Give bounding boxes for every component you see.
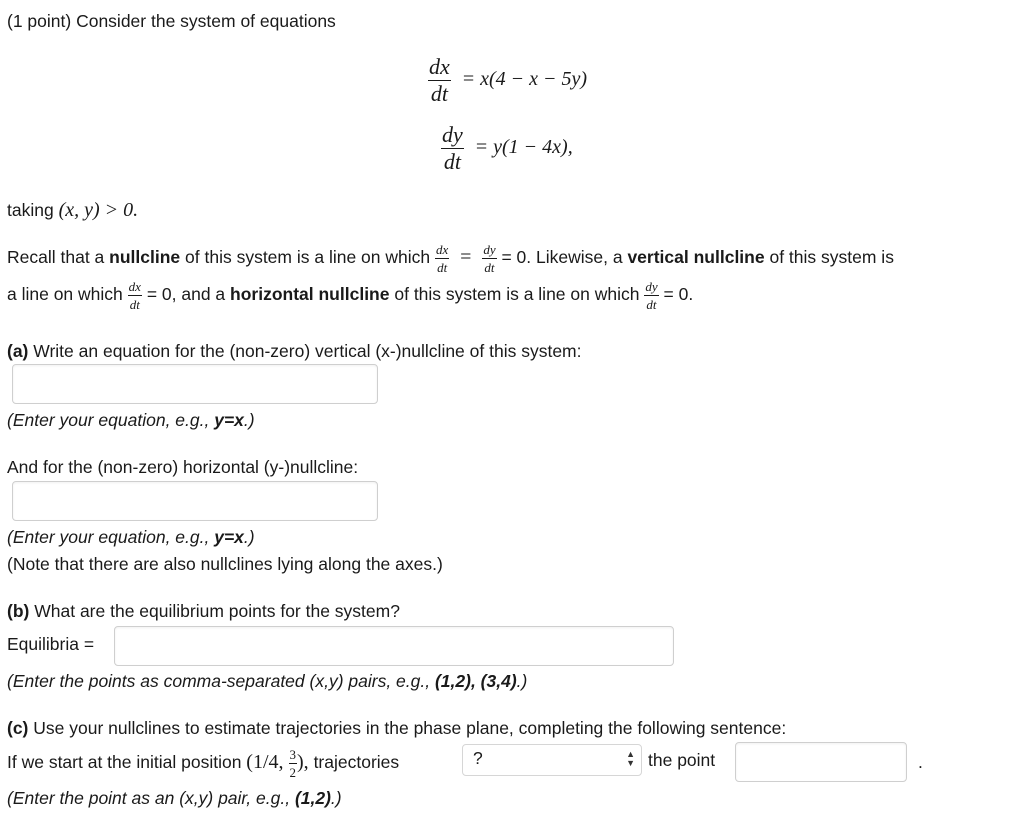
dydt-inline: $\frac{dy}{dt}$ bbox=[645, 279, 658, 312]
trajectory-direction-select[interactable] bbox=[462, 744, 642, 776]
part-c-text: Use your nullclines to estimate trajectories in the phase plane, completing the following sentence: bbox=[33, 718, 787, 738]
vertical-nullcline-term: vertical nullcline bbox=[627, 247, 765, 268]
hint-a2 bbox=[7, 527, 255, 548]
hint-text: (Enter your equation, e.g., bbox=[7, 527, 210, 547]
part-c-question bbox=[7, 718, 786, 739]
condition-line bbox=[7, 199, 138, 222]
recall-text: Recall that a bbox=[7, 247, 105, 268]
dxdt-fraction: $\frac{dx}{dt}$ bbox=[429, 54, 450, 106]
recall-line-1 bbox=[7, 243, 894, 274]
dxdt-inline: $\frac{dx}{dt}$ bbox=[128, 279, 141, 312]
recall-text: a line on which bbox=[7, 284, 123, 305]
dydt-inline: $\frac{dy}{dt}$ bbox=[483, 242, 496, 275]
hint-b bbox=[7, 671, 527, 692]
sentence-period: . bbox=[918, 752, 923, 772]
part-a-question-2: And for the (non-zero) horizontal (y-)nullcline: bbox=[7, 457, 359, 477]
dxdt-inline: $\frac{dx}{dt}$ bbox=[436, 242, 449, 275]
intro-text: Consider the system of equations bbox=[76, 11, 336, 31]
problem-header bbox=[7, 11, 336, 32]
equation-2 bbox=[441, 124, 573, 173]
position-suffix: ), bbox=[297, 751, 309, 774]
equation-2-rhs: = y(1 − 4x), bbox=[474, 136, 573, 159]
the-point-label: the point bbox=[648, 750, 716, 770]
sentence-text: trajectories bbox=[313, 752, 400, 773]
condition-math: (x, y) > 0. bbox=[58, 199, 139, 221]
recall-text: of this system is bbox=[769, 247, 894, 268]
hint-text: .) bbox=[243, 527, 255, 547]
hint-a1 bbox=[7, 410, 255, 431]
part-b-question bbox=[7, 601, 400, 622]
recall-text: of this system is a line on which bbox=[394, 284, 640, 305]
hint-text: (Enter the point as an (x,y) pair, e.g., bbox=[7, 788, 291, 808]
three-halves-fraction: $\frac{3}{2}$ bbox=[289, 747, 297, 780]
horizontal-nullcline-term: horizontal nullcline bbox=[230, 284, 390, 305]
hint-text: .) bbox=[516, 671, 528, 691]
recall-line-2 bbox=[7, 280, 693, 311]
part-a-text: Write an equation for the (non-zero) vertical (x-)nullcline of this system: bbox=[33, 341, 582, 361]
part-b-text: What are the equilibrium points for the system? bbox=[34, 601, 400, 621]
condition-prefix: taking bbox=[7, 200, 54, 220]
recall-text: of this system is a line on which bbox=[185, 247, 431, 268]
recall-text: = 0. Likewise, a bbox=[501, 247, 623, 268]
part-a-question bbox=[7, 341, 582, 362]
equation-1-rhs: = x(4 − x − 5y) bbox=[461, 68, 588, 91]
vertical-nullcline-input[interactable] bbox=[12, 364, 378, 404]
select-arrows-icon: ▲ ▼ bbox=[626, 749, 635, 768]
sentence-text: If we start at the initial position bbox=[7, 752, 242, 773]
hint-text: (Enter the points as comma-separated (x,y) pairs, e.g., bbox=[7, 671, 431, 691]
dydt-fraction: $\frac{dy}{dt}$ bbox=[442, 122, 463, 174]
part-b-label: (b) bbox=[7, 601, 30, 621]
points-label: (1 point) bbox=[7, 11, 72, 31]
target-point-input[interactable] bbox=[735, 742, 907, 782]
recall-text: = 0, and a bbox=[146, 284, 226, 305]
equation-1 bbox=[428, 56, 587, 105]
recall-text: = 0. bbox=[663, 284, 694, 305]
select-value: ? bbox=[473, 748, 483, 768]
equilibria-input[interactable] bbox=[114, 626, 674, 666]
hint-example: y=x bbox=[214, 410, 244, 430]
axes-note: (Note that there are also nullclines lying along the axes.) bbox=[7, 554, 443, 574]
part-c-label: (c) bbox=[7, 718, 29, 738]
horizontal-nullcline-input[interactable] bbox=[12, 481, 378, 521]
position-prefix: (1/4, bbox=[246, 751, 284, 774]
hint-example: y=x bbox=[214, 527, 244, 547]
equals-sign: = bbox=[460, 246, 472, 269]
hint-c bbox=[7, 788, 342, 809]
equilibria-label: Equilibria = bbox=[7, 634, 95, 654]
hint-example: (1,2), (3,4) bbox=[434, 671, 517, 691]
hint-text: .) bbox=[243, 410, 255, 430]
initial-position bbox=[246, 747, 309, 780]
hint-text: (Enter your equation, e.g., bbox=[7, 410, 210, 430]
part-a-label: (a) bbox=[7, 341, 29, 361]
hint-example: (1,2) bbox=[294, 788, 331, 808]
hint-text: .) bbox=[330, 788, 342, 808]
nullcline-term: nullcline bbox=[109, 247, 181, 268]
part-c-sentence bbox=[7, 748, 399, 779]
